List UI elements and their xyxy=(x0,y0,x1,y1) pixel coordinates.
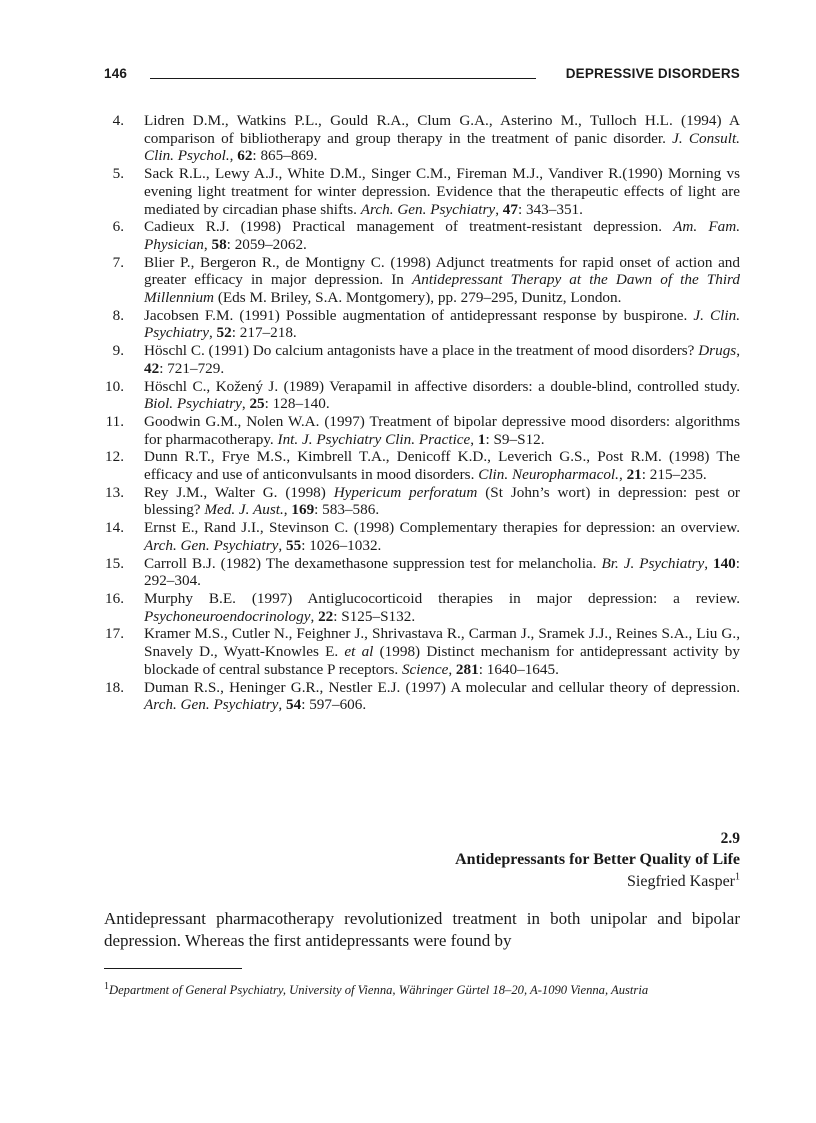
reference-text: , xyxy=(495,200,503,218)
reference-text: , xyxy=(310,607,319,625)
reference-text: : 721–729. xyxy=(159,359,225,377)
reference-text: , xyxy=(278,536,286,554)
footnote-marker: 1 xyxy=(104,980,109,992)
reference-text: Duman R.S., Heninger G.R., Nestler E.J. (1997) A molecular and cellular theory of depression. xyxy=(144,678,740,696)
reference-text: (1998) Distinct mechanism for antidepressant activity by blockade of central substance P receptors. xyxy=(144,643,740,678)
reference-text: Kramer M.S., Cutler N., Feighner J., Shrivastava R., Carman J., Sramek J.J., Reines S.A., Liu G., Snavely D., Wyatt-Knowles E. xyxy=(144,625,740,661)
reference-number: 13. xyxy=(105,483,124,501)
reference-item xyxy=(104,448,740,483)
reference-journal: Antidepressant Therapy at the Dawn of the Third Millennium xyxy=(144,271,740,307)
reference-journal: Arch. Gen. Psychiatry xyxy=(144,696,279,714)
reference-number: 12. xyxy=(105,448,124,466)
reference-volume: 1 xyxy=(477,430,486,448)
reference-journal: Int. J. Psychiatry Clin. Practice xyxy=(277,430,471,448)
reference-number: 17. xyxy=(105,625,124,643)
reference-number: 5. xyxy=(112,165,124,183)
reference-item xyxy=(104,307,740,342)
reference-text: Höschl C. (1991) Do calcium antagonists have a place in the treatment of mood disorders? xyxy=(144,342,699,360)
reference-text: : 1026–1032. xyxy=(301,536,382,554)
reference-number: 9. xyxy=(112,342,124,360)
reference-volume: 55 xyxy=(286,536,302,554)
reference-text: : 292–304. xyxy=(144,554,740,590)
reference-item xyxy=(104,590,740,625)
reference-text: , xyxy=(203,235,212,253)
body-paragraph: Antidepressant pharmacotherapy revolutionized treatment in both unipolar and bipolar depression. Whereas the first antidepressants were found by xyxy=(104,909,740,950)
reference-number: 14. xyxy=(105,519,124,537)
reference-text: Cadieux R.J. (1998) Practical management of treatment-resistant depression. xyxy=(144,218,674,236)
reference-volume: 54 xyxy=(286,696,302,714)
reference-text: Rey J.M., Walter G. (1998) xyxy=(144,483,334,501)
reference-text: : S9–S12. xyxy=(485,430,545,448)
reference-number: 6. xyxy=(112,218,124,236)
reference-volume: 42 xyxy=(144,359,160,377)
running-header xyxy=(104,66,740,86)
section-title: Antidepressants for Better Quality of Life xyxy=(455,851,740,868)
footnote-rule xyxy=(104,968,242,969)
reference-journal: Med. J. Aust. xyxy=(204,501,284,519)
reference-text: : 2059–2062. xyxy=(226,235,307,253)
reference-text: Jacobsen F.M. (1991) Possible augmentation of antidepressant response by buspirone. xyxy=(144,306,694,324)
reference-volume: 22 xyxy=(318,607,334,625)
reference-text: , xyxy=(618,466,627,484)
reference-text: : 343–351. xyxy=(517,200,583,218)
reference-text: Lidren D.M., Watkins P.L., Gould R.A., Clum G.A., Asterino M., Tulloch H.L. (1994) A comparison of bibliotherapy and group therapy in the treatment of panic disorder. xyxy=(144,112,740,147)
reference-volume: 281 xyxy=(455,660,479,678)
reference-journal: Science xyxy=(401,660,449,678)
reference-volume: 58 xyxy=(211,235,227,253)
reference-text: , xyxy=(241,395,250,413)
reference-item xyxy=(104,112,740,165)
reference-journal: et al xyxy=(344,643,374,661)
reference-text: , xyxy=(229,147,238,165)
reference-item xyxy=(104,165,740,218)
reference-text: , xyxy=(470,430,478,448)
header-rule xyxy=(150,78,536,79)
author-name: Siegfried Kasper xyxy=(627,873,735,890)
reference-text: , xyxy=(704,554,713,572)
reference-item xyxy=(104,679,740,714)
reference-text: : S125–S132. xyxy=(333,607,416,625)
reference-volume: 62 xyxy=(237,147,253,165)
reference-text: Blier P., Bergeron R., de Montigny C. (1998) Adjunct treatments for rapid onset of action and greater efficacy in major depression. In xyxy=(144,253,740,289)
reference-journal: Biol. Psychiatry xyxy=(144,395,242,413)
reference-item xyxy=(104,625,740,678)
reference-journal: Hypericum perforatum xyxy=(333,483,478,501)
reference-journal: Arch. Gen. Psychiatry xyxy=(360,200,496,218)
reference-text: : 215–235. xyxy=(641,466,707,484)
reference-number: 16. xyxy=(105,589,124,607)
reference-number: 7. xyxy=(112,253,124,271)
reference-journal: Br. J. Psychiatry xyxy=(601,554,705,572)
reference-volume: 140 xyxy=(712,554,736,572)
reference-volume: 169 xyxy=(291,501,315,519)
reference-text: : 597–606. xyxy=(301,696,367,714)
reference-text: : 1640–1645. xyxy=(478,660,559,678)
reference-item xyxy=(104,484,740,519)
reference-journal: Drugs xyxy=(698,342,737,360)
reference-number: 11. xyxy=(105,412,124,430)
footnote-text: Department of General Psychiatry, University of Vienna, Währinger Gürtel 18–20, A-1090 Vienna, Austria xyxy=(109,983,649,997)
reference-volume: 21 xyxy=(626,466,642,484)
reference-volume: 25 xyxy=(249,395,265,413)
reference-number: 8. xyxy=(112,306,124,324)
author-note-marker: 1 xyxy=(735,871,740,883)
reference-item xyxy=(104,378,740,413)
reference-number: 4. xyxy=(112,112,124,129)
reference-item xyxy=(104,254,740,307)
reference-text: , xyxy=(283,501,292,519)
reference-text: , xyxy=(278,696,286,714)
reference-journal: Arch. Gen. Psychiatry xyxy=(144,536,279,554)
page-number: 146 xyxy=(104,66,128,81)
reference-text: : 583–586. xyxy=(314,501,380,519)
reference-journal: Psychoneuroendocrinology xyxy=(144,607,311,625)
reference-text: : 865–869. xyxy=(252,147,318,165)
section-author xyxy=(627,873,740,891)
reference-journal: Clin. Neuropharmacol. xyxy=(478,466,619,484)
reference-item xyxy=(104,413,740,448)
reference-journal: J. Consult. Clin. Psychol. xyxy=(144,129,740,165)
running-title: DEPRESSIVE DISORDERS xyxy=(565,66,740,81)
reference-number: 15. xyxy=(105,554,124,572)
reference-text: Sack R.L., Lewy A.J., White D.M., Singer C.M., Fireman M.J., Vandiver R.(1990) Morning vs evening light treatment for winter depression. Evidence that the therapeutic effects of light are mediated by circadian phase shifts. xyxy=(144,165,740,218)
reference-number: 10. xyxy=(105,377,124,395)
reference-volume: 52 xyxy=(216,324,232,342)
reference-text: (Eds M. Briley, S.A. Montgomery), pp. 279–295, Dunitz, London. xyxy=(214,289,622,307)
reference-text: , xyxy=(208,324,217,342)
reference-text: Höschl C., Kožený J. (1989) Verapamil in affective disorders: a double-blind, controlled study. xyxy=(144,377,740,395)
reference-text: Ernst E., Rand J.I., Stevinson C. (1998) Complementary therapies for depression: an overview. xyxy=(144,519,740,537)
reference-journal: Am. Fam. Physician xyxy=(144,218,740,253)
footnote xyxy=(104,982,740,999)
reference-text: Dunn R.T., Frye M.S., Kimbrell T.A., Denicoff K.D., Leverich G.S., Post R.M. (1998) The efficacy and use of anticonvulsants in mood disorders. xyxy=(144,448,740,484)
reference-item xyxy=(104,555,740,590)
reference-volume: 47 xyxy=(502,200,518,218)
reference-text: Carroll B.J. (1982) The dexamethasone suppression test for melancholia. xyxy=(144,554,602,572)
reference-text: : 128–140. xyxy=(264,395,330,413)
reference-text: (St John’s wort) in depression: pest or blessing? xyxy=(144,483,740,519)
reference-text: : 217–218. xyxy=(231,324,297,342)
reference-journal: J. Clin. Psychiatry xyxy=(144,306,740,342)
reference-item xyxy=(104,342,740,377)
reference-number: 18. xyxy=(105,678,124,696)
reference-item xyxy=(104,218,740,253)
reference-item xyxy=(104,519,740,554)
reference-text: Goodwin G.M., Nolen W.A. (1997) Treatment of bipolar depressive mood disorders: algorithms for pharmacotherapy. xyxy=(144,412,740,448)
reference-text: Murphy B.E. (1997) Antiglucocorticoid therapies in major depression: a review. xyxy=(144,589,740,607)
reference-text: , xyxy=(736,342,740,360)
reference-text: , xyxy=(448,660,456,678)
reference-list xyxy=(104,112,740,714)
section-number: 2.9 xyxy=(720,830,740,847)
